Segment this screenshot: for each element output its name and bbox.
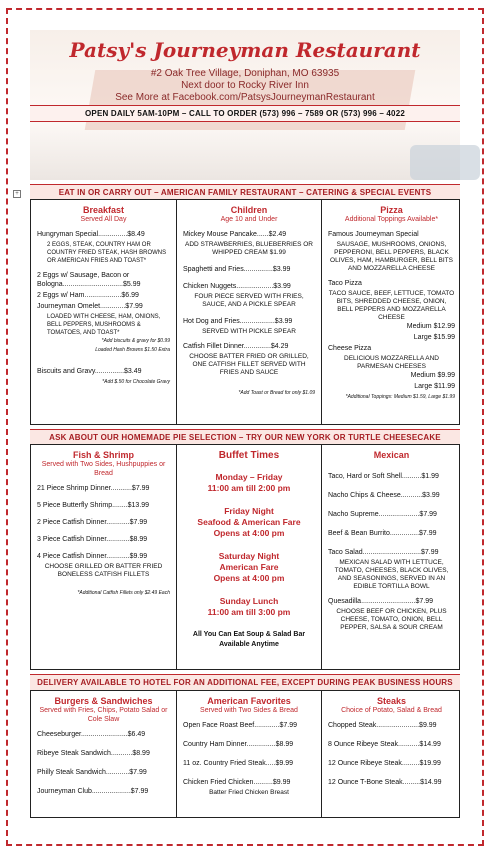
breakfast-heading: Breakfast: [82, 205, 125, 215]
children-column: [176, 200, 321, 424]
menu-item: Chicken Nuggets...................$3.99: [183, 283, 291, 290]
delivery-band: DELIVERY AVAILABLE TO HOTEL FOR AN ADDITIONAL FEE, EXCEPT DURING PEAK BUSINESS HOURS: [30, 674, 460, 691]
buffet-day: Friday Night: [224, 506, 274, 516]
steaks-heading: Steaks: [376, 696, 407, 706]
menu-note: *Add Toast or Bread for only $1.09: [238, 390, 315, 396]
mexican-column: [321, 445, 461, 669]
burgers-column: [31, 691, 176, 817]
menu-section-3: [30, 690, 460, 818]
salad-bar-note: Available Anytime: [219, 641, 279, 648]
menu-note: Loaded Hash Browns $1.50 Extra: [95, 347, 170, 353]
buffet-time: 11:00 am till 2:00 pm: [207, 483, 291, 493]
menu-item: Hot Dog and Fries..................$3.99: [183, 318, 293, 325]
price: Large $15.99: [413, 334, 455, 341]
restaurant-title: Patsy's Journeyman Restaurant: [69, 38, 421, 62]
pizza-heading: Pizza: [380, 205, 403, 215]
menu-item: Journeyman Club....................$7.99: [37, 788, 149, 795]
menu-item: 11 oz. Country Fried Steak.....$9.99: [183, 760, 293, 767]
menu-item: Hungryman Special...............$8.49: [37, 231, 145, 238]
american-column: [176, 691, 321, 817]
buffet-time: 11:00 am till 3:00 pm: [207, 607, 291, 617]
item-description: Batter Fried Chicken Breast: [209, 789, 289, 796]
menu-item: Chopped Steak......................$9.99: [328, 722, 437, 729]
burgers-subtitle: Served with Fries, Chips, Potato Salad or Cole Slaw: [39, 707, 168, 723]
eat-in-band: EAT IN OR CARRY OUT – AMERICAN FAMILY RESTAURANT – CATERING & SPECIAL EVENTS: [30, 184, 460, 201]
buffet-time: Opens at 4:00 pm: [213, 573, 285, 583]
item-description: TACO SAUCE, BEEF, LETTUCE, TOMATO BITS, SHREDDED CHEESE, ONION, BELL PEPPERS AND MOZZARELLA CHEESE: [328, 290, 455, 321]
menu-item: Taco Salad..............................$7.99: [328, 549, 439, 556]
item-description: LOADED WITH CHEESE, HAM, ONIONS, BELL PEPPERS, MUSHROOMS & TOMATOES, AND TOAST*: [47, 314, 161, 336]
menu-item: Country Ham Dinner...............$8.99: [183, 741, 294, 748]
item-description: CHOOSE GRILLED OR BATTER FRIED BONELESS CATFISH FILLETS: [44, 563, 163, 578]
menu-item: 5 Piece Butterfly Shrimp........$13.99: [37, 502, 150, 509]
menu-item: 8 Ounce Ribeye Steak...........$14.99: [328, 741, 441, 748]
menu-item: 21 Piece Shrimp Dinner...........$7.99: [37, 485, 150, 492]
item-description: SAUSAGE, MUSHROOMS, ONIONS, PEPPERONI, BELL PEPPERS, BLACK OLIVES, HAM, HAMBURGER, BELL BITS AND MOZZARELLA CHEESE: [330, 241, 453, 272]
move-handle-icon[interactable]: +: [13, 190, 21, 198]
menu-item: Beef & Bean Burrito...............$7.99: [328, 530, 437, 537]
buffet-day: Saturday Night: [218, 551, 280, 561]
steaks-column: [321, 691, 461, 817]
menu-item: Chicken Fried Chicken..........$9.99: [183, 779, 291, 786]
pizza-subtitle: Additional Toppings Available*: [344, 216, 439, 223]
burgers-heading: Burgers & Sandwiches: [54, 696, 153, 706]
buffet-column: [176, 445, 321, 669]
item-description: CHOOSE BEEF OR CHICKEN, PLUS CHEESE, TOMATO, ONION, BELL PEPPER, SALSA & SOUR CREAM: [336, 608, 447, 631]
menu-item: 12 Ounce T-Bone Steak.........$14.99: [328, 779, 442, 786]
fish-heading: Fish & Shrimp: [72, 450, 134, 460]
menu-note: *Additional Toppings: Medium $1.59, Large $1.99: [345, 394, 455, 400]
price: Medium $12.99: [406, 323, 455, 330]
menu-item: Cheeseburger........................$6.49: [37, 731, 146, 738]
menu-note: *Add biscuits & gravy for $0.99: [101, 338, 170, 344]
next-door: Next door to Rocky River Inn: [181, 80, 309, 91]
item-description: FOUR PIECE SERVED WITH FRIES, SAUCE, AND A PICKLE SPEAR: [194, 293, 304, 308]
mexican-heading: Mexican: [373, 450, 410, 460]
item-description: MEXICAN SALAD WITH LETTUCE, TOMATO, CHEESES, BLACK OLIVES, AND SEASONINGS, SERVED IN AN EDIBLE TORTILLA BOWL: [334, 559, 449, 590]
parked-truck: [410, 145, 480, 180]
menu-item: 4 Piece Catfish Dinner............$9.99: [37, 553, 148, 560]
menu-item: Quesadilla............................$7.99: [328, 598, 434, 605]
salad-bar-note: All You Can Eat Soup & Salad Bar: [192, 631, 306, 638]
pizza-column: [321, 200, 461, 424]
menu-item: 2 Eggs w/ Sausage, Bacon or Bologna...............................$5.99: [37, 272, 141, 288]
breakfast-column: [31, 200, 176, 424]
menu-section-2: [30, 444, 460, 670]
menu-item: Taco, Hard or Soft Shell..........$1.99: [328, 473, 439, 480]
buffet-weekday: [183, 472, 315, 650]
menu-item: 2 Piece Catfish Dinner............$7.99: [37, 519, 148, 526]
menu-item: Famous Journeyman Special: [328, 231, 419, 238]
fish-column: [31, 445, 176, 669]
buffet-day: Sunday Lunch: [219, 596, 279, 606]
menu-note: *Additional Catfish Fillets only $2.49 Each: [77, 590, 170, 596]
menu-item: 2 Eggs w/ Ham...................$6.99: [37, 292, 139, 299]
hours-band: OPEN DAILY 5AM-10PM – CALL TO ORDER (573) 996 – 7589 OR (573) 996 – 4022: [30, 105, 460, 122]
menu-item: Taco Pizza: [328, 280, 362, 287]
menu-item: Spaghetti and Fries...............$3.99: [183, 266, 291, 273]
menu-item: Nacho Supreme.....................$7.99: [328, 511, 437, 518]
menu-item: Mickey Mouse Pancake......$2.49: [183, 231, 287, 238]
item-description: 2 EGGS, STEAK, COUNTRY HAM OR COUNTRY FRIED STEAK, HASH BROWNS OR AMERICAN FRIES AND TOAST*: [47, 242, 167, 264]
buffet-day: Monday – Friday: [215, 472, 283, 482]
menu-item: 3 Piece Catfish Dinner............$8.99: [37, 536, 148, 543]
buffet-time: Opens at 4:00 pm: [213, 528, 285, 538]
children-subtitle: Age 10 and Under: [220, 216, 278, 223]
menu-item: Catfish Fillet Dinner..............$4.29: [183, 343, 289, 350]
price: Large $11.99: [414, 383, 455, 390]
american-subtitle: Served with Two Sides & Bread: [200, 707, 298, 714]
menu-note: *Add $.50 for Chocolate Gravy: [102, 379, 170, 385]
buffet-heading: Buffet Times: [218, 450, 280, 461]
price: Medium $9.99: [410, 372, 455, 379]
children-heading: Children: [230, 205, 268, 215]
pie-band: ASK ABOUT OUR HOMEMADE PIE SELECTION – TRY OUR NEW YORK OR TURTLE CHEESECAKE: [30, 429, 460, 446]
menu-item: Philly Steak Sandwich............$7.99: [37, 769, 147, 776]
menu-item: Nacho Chips & Cheese...........$3.99: [328, 492, 440, 499]
menu-item: Biscuits and Gravy...............$3.49: [37, 368, 142, 375]
fish-subtitle: Served with Two Sides, Hushpuppies or Bread: [41, 461, 166, 477]
item-description: CHOOSE BATTER FRIED OR GRILLED, ONE CATFISH FILLET SERVED WITH FRIES AND SAUCE: [189, 353, 309, 376]
american-heading: American Favorites: [207, 696, 291, 706]
breakfast-subtitle: Served All Day: [80, 216, 127, 223]
menu-section-1: [30, 199, 460, 425]
buffet-fare: American Fare: [219, 562, 279, 572]
address: #2 Oak Tree Village, Doniphan, MO 63935: [150, 68, 340, 79]
menu-item: Journeyman Omelet.............$7.99: [37, 303, 143, 310]
item-description: ADD STRAWBERRIES, BLUEBERRIES OR WHIPPED CREAM $1.99: [185, 241, 313, 256]
menu-item: 12 Ounce Ribeye Steak.........$19.99: [328, 760, 441, 767]
facebook-link[interactable]: See More at Facebook.com/PatsysJourneymanRestaurant: [115, 92, 375, 103]
menu-item: Open Face Roast Beef.............$7.99: [183, 722, 298, 729]
steaks-subtitle: Choice of Potato, Salad & Bread: [341, 707, 442, 714]
item-description: DELICIOUS MOZZARELLA AND PARMESAN CHEESES: [344, 355, 439, 370]
buffet-fare: Seafood & American Fare: [197, 517, 301, 527]
menu-item: Cheese Pizza: [328, 345, 372, 352]
menu-item: Ribeye Steak Sandwich...........$8.99: [37, 750, 150, 757]
item-description: SERVED WITH PICKLE SPEAR: [202, 328, 296, 335]
